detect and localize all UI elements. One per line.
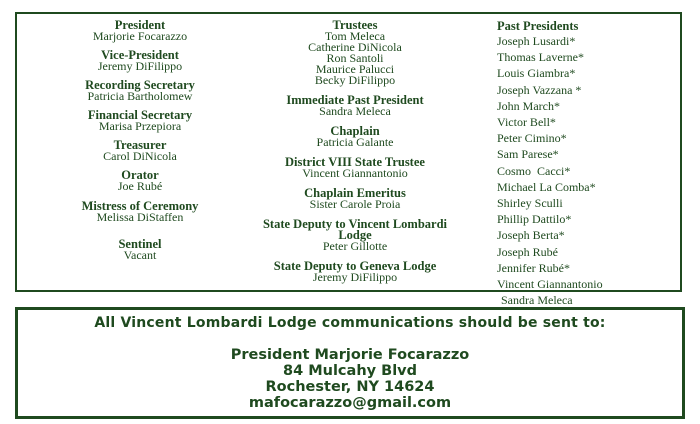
section-orator bbox=[60, 170, 220, 192]
past-presidents-column bbox=[497, 20, 677, 308]
contact-street: 84 Mulcahy Blvd bbox=[282, 363, 417, 379]
section-trustees bbox=[255, 20, 455, 86]
section-title: Sentinel bbox=[118, 237, 162, 251]
past-president-name: Vincent Giannantonio bbox=[497, 277, 603, 292]
section-title: District VIII State Trustee bbox=[285, 155, 425, 169]
officer-name: Jeremy DiFilippo bbox=[312, 270, 398, 284]
officer-name: Sandra Meleca bbox=[319, 104, 391, 118]
past-president-name: Cosmo Cacci* bbox=[497, 163, 571, 178]
officer-name: Carol DiNicola bbox=[103, 149, 177, 163]
past-president-name: Joseph Vazzana * bbox=[497, 82, 582, 97]
officer-name: Maurice Palucci bbox=[315, 62, 395, 76]
section-chaplain bbox=[255, 126, 455, 148]
officer-name: Sister Carole Proia bbox=[309, 197, 401, 211]
officer-name: Melissa DiStaffen bbox=[96, 210, 184, 224]
section-title: Mistress of Ceremony bbox=[81, 199, 199, 213]
officer-name: Vacant bbox=[123, 248, 157, 262]
officers-column-1 bbox=[60, 20, 220, 261]
past-president-name: Peter Cimino* bbox=[497, 131, 567, 146]
past-president-name: Victor Bell* bbox=[497, 115, 556, 130]
section-president bbox=[60, 20, 220, 42]
past-president-name: Joseph Lusardi* bbox=[497, 34, 576, 48]
section-state-deputy-lombardi bbox=[255, 219, 455, 252]
section-chaplain-emeritus bbox=[255, 188, 455, 210]
officers-column-2 bbox=[255, 20, 455, 283]
past-president-name: Joseph Berta* bbox=[497, 228, 565, 243]
section-title: Chaplain Emeritus bbox=[304, 186, 406, 200]
officer-name: Jeremy DiFilippo bbox=[97, 59, 183, 73]
officer-name: Ron Santoli bbox=[326, 51, 384, 65]
past-president-name: Phillip Dattilo* bbox=[497, 212, 572, 227]
section-title: State Deputy to Vincent Lombardi Lodge bbox=[262, 217, 448, 242]
past-president-name: Shirley Sculli bbox=[497, 196, 563, 211]
section-mistress-of-ceremony bbox=[60, 201, 220, 223]
officer-name: Vincent Giannantonio bbox=[302, 166, 408, 180]
communications-title: All Vincent Lombardi Lodge communications should be sent to: bbox=[94, 315, 606, 331]
officer-name: Becky DiFilippo bbox=[314, 73, 396, 87]
section-title: President bbox=[114, 18, 166, 32]
past-president-name: Sandra Meleca bbox=[501, 293, 573, 308]
section-title: Chaplain bbox=[330, 124, 380, 138]
officer-name: Marjorie Focarazzo bbox=[92, 29, 188, 43]
contact-email[interactable]: mafocarazzo@gmail.com bbox=[248, 395, 452, 411]
section-treasurer bbox=[60, 140, 220, 162]
section-title: Treasurer bbox=[113, 138, 167, 152]
section-financial-secretary bbox=[60, 110, 220, 132]
officer-name: Patricia Galante bbox=[316, 135, 394, 149]
section-title: State Deputy to Geneva Lodge bbox=[273, 259, 437, 273]
section-title: Vice-President bbox=[101, 48, 179, 62]
section-vice-president bbox=[60, 50, 220, 72]
section-immediate-past-president bbox=[255, 95, 455, 117]
contact-city: Rochester, NY 14624 bbox=[265, 379, 435, 395]
officer-name: Tom Meleca bbox=[324, 29, 386, 43]
past-president-name: John March* bbox=[497, 98, 560, 113]
section-title: Financial Secretary bbox=[87, 108, 193, 122]
officer-name: Patricia Bartholomew bbox=[87, 89, 193, 103]
officer-name: Catherine DiNicola bbox=[308, 40, 402, 54]
past-president-name: Sam Parese* bbox=[497, 147, 559, 162]
past-president-name: Joseph Rubé bbox=[497, 244, 558, 259]
past-presidents-title: Past Presidents bbox=[497, 19, 579, 33]
section-state-deputy-geneva bbox=[255, 261, 455, 283]
section-recording-secretary bbox=[60, 80, 220, 102]
section-title: Orator bbox=[121, 168, 159, 182]
contact-name: President Marjorie Focarazzo bbox=[230, 347, 470, 363]
officer-name: Marisa Przepiora bbox=[98, 119, 182, 133]
officer-name: Peter Gillotte bbox=[322, 239, 388, 253]
section-title: Trustees bbox=[332, 18, 378, 32]
past-president-name: Louis Giambra* bbox=[497, 66, 576, 81]
past-president-name: Michael La Comba* bbox=[497, 179, 596, 194]
section-sentinel bbox=[60, 239, 220, 261]
past-president-name: Jennifer Rubé* bbox=[497, 260, 570, 275]
section-district-viii-state-trustee bbox=[255, 157, 455, 179]
officer-name: Joe Rubé bbox=[117, 179, 163, 193]
communications-box bbox=[15, 307, 685, 419]
section-title: Immediate Past President bbox=[286, 93, 424, 107]
section-title: Recording Secretary bbox=[85, 78, 195, 92]
past-president-name: Thomas Laverne* bbox=[497, 50, 584, 65]
